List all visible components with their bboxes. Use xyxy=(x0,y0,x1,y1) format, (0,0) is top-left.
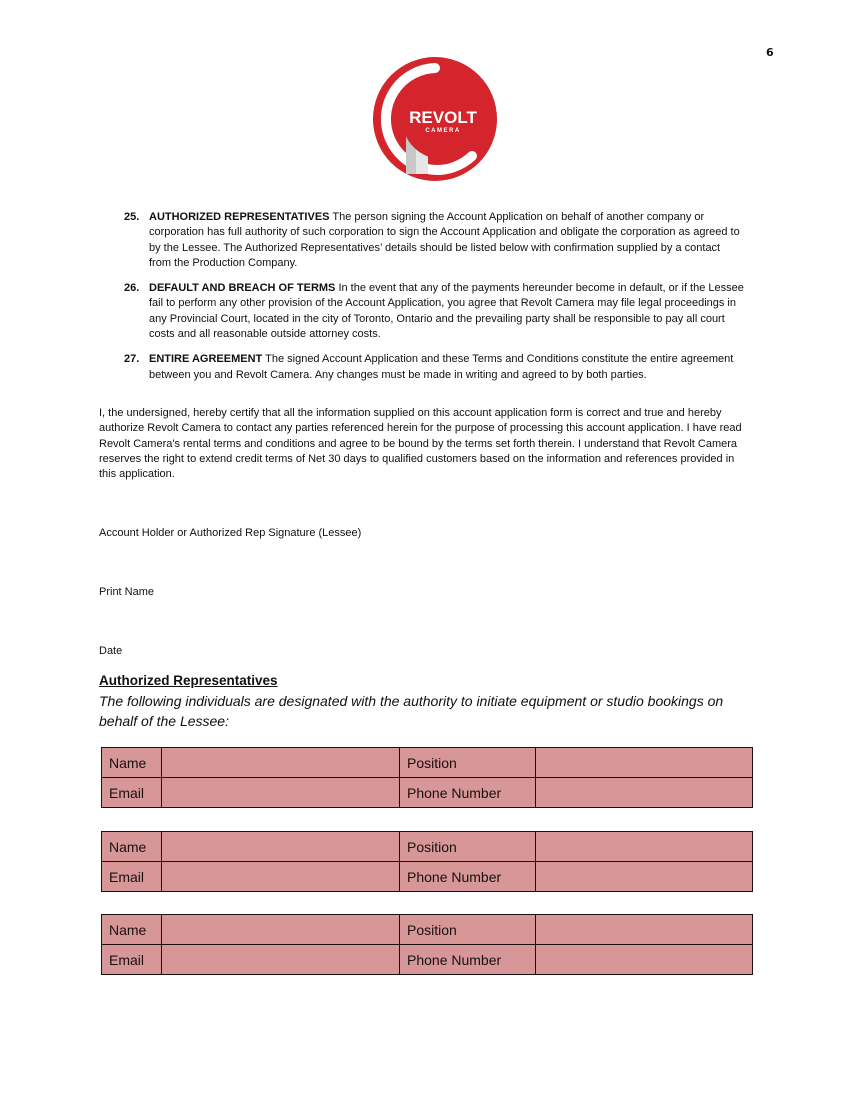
table-row xyxy=(102,945,753,975)
email-label: Email xyxy=(102,945,162,975)
print-name-label: Print Name xyxy=(99,586,155,598)
term-text: The person signing the Account Application on behalf of another company or corporation has full authority of such corporation to sign the Account Application and obligate the corporation as agreed to by the Lessee. The Authorized Representatives’ details should be listed below with confirmation supplied by a contact from the Production Company. xyxy=(149,211,740,269)
position-label: Position xyxy=(400,832,536,862)
term-text: The signed Account Application and these Terms and Conditions constitute the entire agreement between you and Revolt Camera. Any changes must be made in writing and agreed to by both parties. xyxy=(149,353,734,381)
email-field[interactable] xyxy=(162,862,400,892)
rep-table-2 xyxy=(101,831,753,892)
certification-paragraph: I, the undersigned, hereby certify that all the information supplied on this account application form is correct and true and hereby authorize Revolt Camera to contact any parties referenced herein for the purpose of processing this account application. I have read Revolt Camera's rental terms and conditions and agree to be bound by the terms set forth therein. I understand that Revolt Camera reserves the right to extend credit terms of Net 30 days to qualified customers based on the information and references provided in this application. xyxy=(99,407,742,481)
table-row xyxy=(102,915,753,945)
logo-mark-icon xyxy=(372,56,498,182)
term-number: 26. xyxy=(124,282,140,295)
authorized-representatives-description: The following individuals are designated with the authority to initiate equipment or studio bookings on behalf of the Lessee: xyxy=(99,693,724,729)
name-label: Name xyxy=(102,915,162,945)
phone-field[interactable] xyxy=(536,778,753,808)
table-row xyxy=(102,832,753,862)
phone-label: Phone Number xyxy=(400,778,536,808)
name-field[interactable] xyxy=(162,915,400,945)
term-26 xyxy=(124,281,744,342)
name-label: Name xyxy=(102,832,162,862)
table-row xyxy=(102,748,753,778)
email-field[interactable] xyxy=(162,778,400,808)
term-27 xyxy=(124,352,744,383)
position-field[interactable] xyxy=(536,748,753,778)
date-label: Date xyxy=(99,645,123,657)
page-number: 6 xyxy=(766,46,774,59)
name-field[interactable] xyxy=(162,748,400,778)
phone-field[interactable] xyxy=(536,862,753,892)
phone-label: Phone Number xyxy=(400,862,536,892)
signature-label: Account Holder or Authorized Rep Signature (Lessee) xyxy=(99,527,362,539)
phone-field[interactable] xyxy=(536,945,753,975)
table-row xyxy=(102,778,753,808)
rep-table-1 xyxy=(101,747,753,808)
term-number: 25. xyxy=(124,211,140,223)
authorized-representatives-heading: Authorized Representatives xyxy=(99,673,278,688)
term-number: 27. xyxy=(124,353,140,366)
term-text: In the event that any of the payments hereunder become in default, or if the Lessee fail to perform any other provision of the Account Application, you agree that Revolt Camera may file legal proceedings in any Provincial Court, located in the city of Toronto, Ontario and the prevailing party shall be responsible to pay all court costs and all reasonable outside attorney costs. xyxy=(149,282,744,341)
term-title: DEFAULT AND BREACH OF TERMS xyxy=(149,282,336,295)
table-row xyxy=(102,862,753,892)
position-field[interactable] xyxy=(536,832,753,862)
terms-list xyxy=(124,210,744,393)
term-title: ENTIRE AGREEMENT xyxy=(149,353,263,366)
rep-table-3 xyxy=(101,914,753,975)
term-25 xyxy=(124,210,744,271)
position-label: Position xyxy=(400,915,536,945)
email-label: Email xyxy=(102,778,162,808)
position-field[interactable] xyxy=(536,915,753,945)
position-label: Position xyxy=(400,748,536,778)
phone-label: Phone Number xyxy=(400,945,536,975)
email-field[interactable] xyxy=(162,945,400,975)
name-label: Name xyxy=(102,748,162,778)
term-title: AUTHORIZED REPRESENTATIVES xyxy=(149,211,330,223)
svg-text:REVOLT: REVOLT xyxy=(409,108,477,127)
svg-text:CAMERA: CAMERA xyxy=(425,128,461,134)
name-field[interactable] xyxy=(162,832,400,862)
email-label: Email xyxy=(102,862,162,892)
revolt-camera-logo xyxy=(372,56,498,182)
